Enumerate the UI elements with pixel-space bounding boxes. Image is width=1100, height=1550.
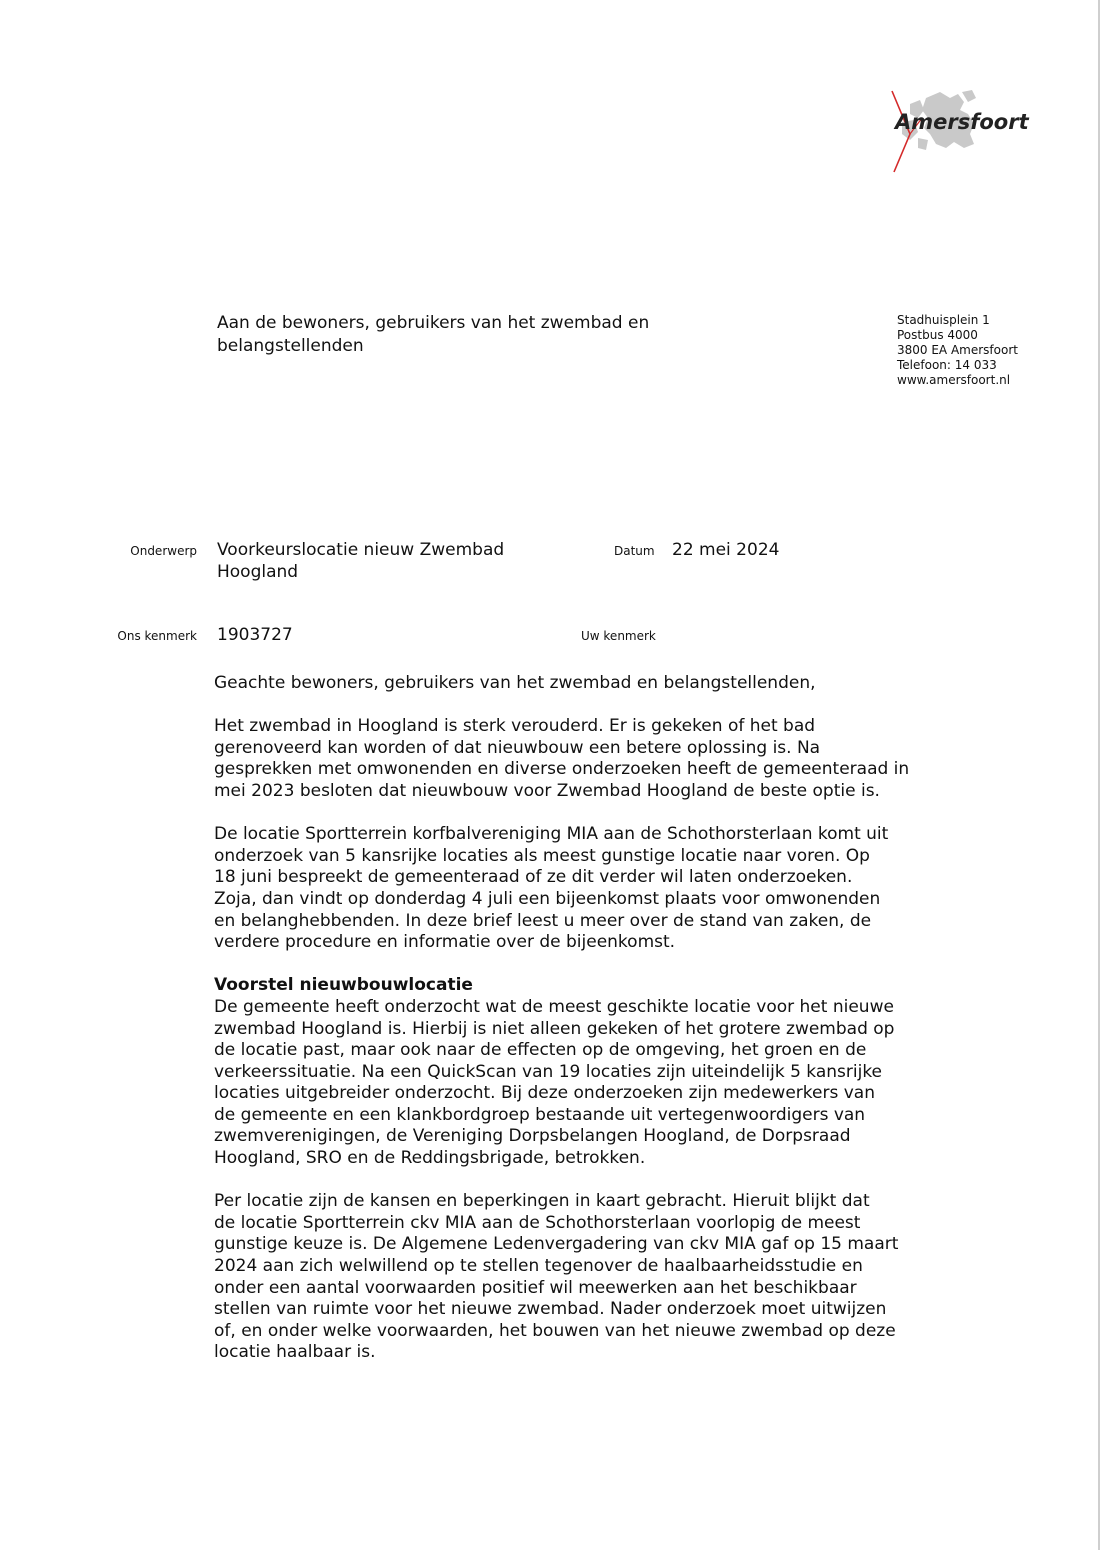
body-line: gesprekken met omwonenden en diverse onderzoeken heeft de gemeenteraad in [214,759,910,780]
body-line: mei 2023 besloten dat nieuwbouw voor Zwembad Hoogland de beste optie is. [214,780,880,801]
body-line: verkeerssituatie. Na een QuickScan van 19 locaties zijn uiteindelijk 5 kansrijke [214,1061,883,1082]
section-heading: Voorstel nieuwbouwlocatie [214,975,473,996]
subject-label: Onderwerp [130,544,197,558]
paragraph-4 [214,1191,899,1364]
body-line: en belanghebbenden. In deze brief leest u meer over de stand van zaken, de [214,910,872,931]
your-reference-label: Uw kenmerk [581,629,656,643]
amersfoort-logo [888,88,1028,178]
sender-phone: Telefoon: 14 033 [897,358,997,372]
our-reference-label: Ons kenmerk [117,629,197,643]
body-line: gunstige keuze is. De Algemene Ledenvergadering van ckv MIA gaf op 15 maart [214,1234,899,1255]
sender-po-box: Postbus 4000 [897,328,978,342]
sender-website: www.amersfoort.nl [897,373,1011,387]
recipient-line: belangstellenden [217,336,364,356]
logo-text: Amersfoort [895,110,1029,134]
letter-body [214,673,910,1364]
subject-line: Voorkeurslocatie nieuw Zwembad [217,540,505,560]
body-line: de locatie past, maar ook naar de effecten op de omgeving, het groen en de [214,1040,867,1061]
subject-line: Hoogland [217,562,299,582]
date-value: 22 mei 2024 [672,540,780,560]
body-line: locatie haalbaar is. [214,1342,376,1363]
date-label: Datum [614,544,655,558]
body-line: gerenoveerd kan worden of dat nieuwbouw een betere oplossing is. Na [214,737,821,758]
subject-value [217,539,504,583]
body-line: 2024 aan zich welwillend op te stellen tegenover de haalbaarheidsstudie en [214,1256,863,1277]
body-line: de gemeente en een klankbordgroep bestaande uit vertegenwoordigers van [214,1104,866,1125]
body-line: Per locatie zijn de kansen en beperkingen in kaart gebracht. Hieruit blijkt dat [214,1191,870,1212]
sender-address [897,313,1018,388]
body-line: verdere procedure en informatie over de bijeenkomst. [214,932,676,953]
paragraph-2 [214,824,894,954]
body-line: zwemverenigingen, de Vereniging Dorpsbelangen Hoogland, de Dorpsraad [214,1126,851,1147]
sender-postal-city: 3800 EA Amersfoort [897,343,1018,357]
body-line: onderzoek van 5 kansrijke locaties als meest gunstige locatie naar voren. Op [214,845,870,866]
our-reference-value: 1903727 [217,625,293,645]
body-line: De gemeente heeft onderzocht wat de meest geschikte locatie voor het nieuwe [214,996,894,1017]
body-line: onder een aantal voorwaarden positief wil meewerken aan het beschikbaar [214,1277,857,1298]
body-line: de locatie Sportterrein ckv MIA aan de Schothorsterlaan voorlopig de meest [214,1212,861,1233]
body-line: De locatie Sportterrein korfbalvereniging MIA aan de Schothorsterlaan komt uit [214,824,889,845]
paragraph-1 [214,716,910,802]
body-line: stellen van ruimte voor het nieuwe zwembad. Nader onderzoek moet uitwijzen [214,1299,887,1320]
body-line: Het zwembad in Hoogland is sterk verouderd. Er is gekeken of het bad [214,716,816,737]
body-line: of, en onder welke voorwaarden, het bouwen van het nieuwe zwembad op deze [214,1320,896,1341]
sender-street: Stadhuisplein 1 [897,313,990,327]
paragraph-3 [214,997,894,1170]
body-line: 18 juni bespreekt de gemeenteraad of ze dit verder wil laten onderzoeken. [214,867,853,888]
recipient-block [217,312,737,358]
salutation: Geachte bewoners, gebruikers van het zwembad en belangstellenden, [214,673,816,693]
body-line: Hoogland, SRO en de Reddingsbrigade, betrokken. [214,1148,646,1169]
body-line: locaties uitgebreider onderzocht. Bij deze onderzoeken zijn medewerkers van [214,1083,875,1104]
body-line: zwembad Hoogland is. Hierbij is niet alleen gekeken of het grotere zwembad op [214,1018,895,1039]
body-line: Zoja, dan vindt op donderdag 4 juli een bijeenkomst plaats voor omwonenden [214,888,881,909]
recipient-line: Aan de bewoners, gebruikers van het zwembad en [217,313,650,333]
